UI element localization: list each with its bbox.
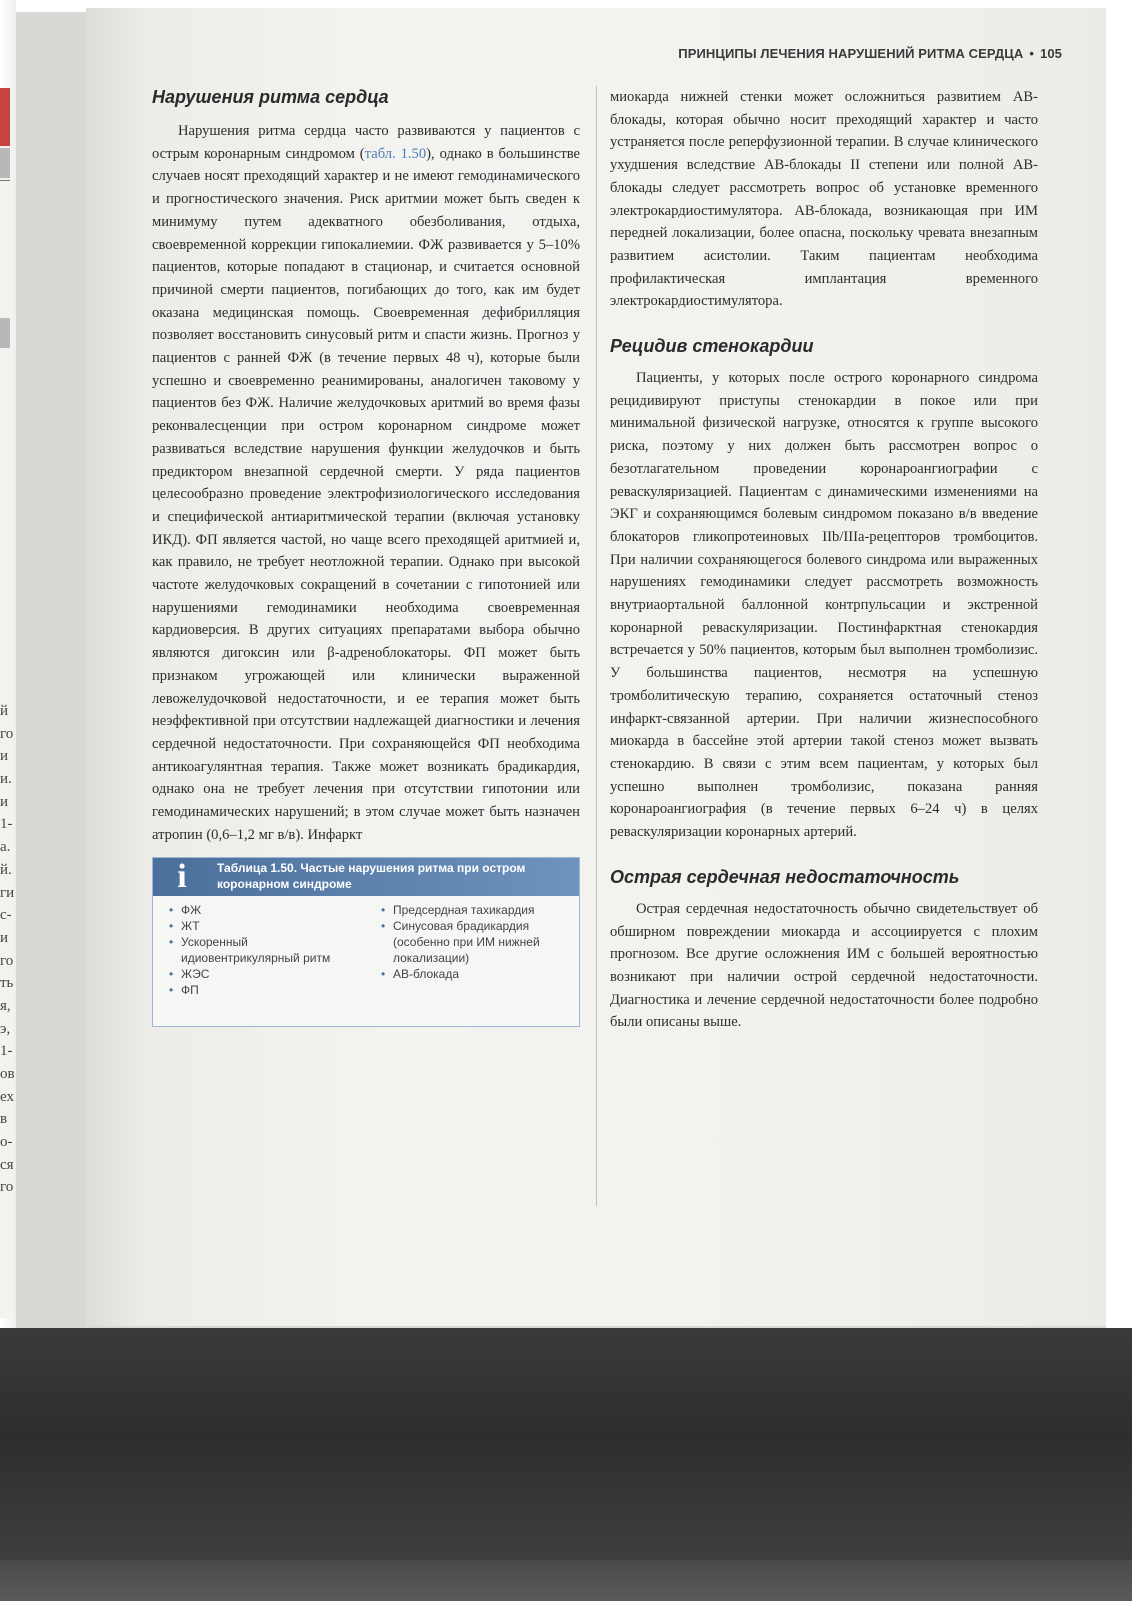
prev-fragment: ть [0,975,14,992]
info-icon: i [177,857,187,895]
column-divider [596,86,597,1206]
prev-fragment: ех [0,1088,14,1105]
table-header [153,858,579,896]
prev-fragment: ги [0,884,15,901]
table-list-left [167,902,367,998]
running-head [678,46,1062,61]
section-title-heart-failure: Острая сердечная недостаточность [610,866,960,887]
list-item: • Синусовая брадикардия (особенно при ИМ нижней локализации) [379,918,575,966]
list-item: • ФП [167,982,367,998]
prev-fragment: э, [0,1020,11,1037]
prev-fragment: я, [0,997,11,1014]
list-item: • ЖТ [167,918,367,934]
right-column [610,86,1038,1034]
prev-fragment: 1- [0,1043,13,1060]
section-title-arrhythmia: Нарушения ритма сердца [152,87,389,107]
running-head-separator: • [1029,46,1034,61]
scan-background-stripe [0,1560,1132,1601]
spacer [610,313,1038,331]
arrhythmia-paragraph [152,120,580,847]
previous-page-red-block [0,88,10,146]
table-list-right [379,902,575,982]
prev-fragment: в [0,1111,8,1128]
prev-fragment: го [0,952,14,969]
prev-fragment: и [0,748,9,765]
left-column [152,82,580,1027]
prev-fragment: с- [0,907,12,924]
prev-fragment: и [0,793,9,810]
heart-failure-paragraph: Острая сердечная недостаточность обычно свидетельствует об обширном повреждении миокарда и ассоциируется с плохим прогнозом. Все другие осложнения ИМ с большей вероятностью возникают при наличии острой сердечной недостаточности. Диагностика и лечение сердечной недостаточности более подробно были описаны выше. [610,900,1038,1031]
prev-fragment: го [0,1179,14,1196]
prev-fragment: 1- [0,816,13,833]
section-title-angina: Рецидив стенокардии [610,336,814,357]
list-item: • АВ-блокада [379,966,575,982]
prev-fragment: й [0,703,9,719]
para-start: Нарушения ритма сердца часто развиваются у пациентов с острым коронарным синдромом ( [152,123,580,162]
spacer [610,844,1038,862]
prev-fragment: й. [0,861,12,878]
para-rest: ), однако в большинстве случаев носят преходящий характер и не имеют гемодинамического и прогностического значения. Риск аритмии может быть сведен к минимуму путем адекватного обезболивания, отдыха, своевременной коррекции гипокалиемии. ФЖ развивается у 5–10% пациентов, которые попадают в стационар, и считается основной причиной смерти пациентов, погибающих до того, как им будет оказана медицинская помощь. Своевременная дефибрилляция позволяет восстановить синусовый ритм и спасти жизнь. Прогноз у пациентов с ранней ФЖ (в течение первых 48 ч), которые были успешно и своевременно реанимированы, аналогичен таковому у пациентов без ФЖ. Наличие желудочковых аритмий во время фазы реконвалесценции при остром коронарном синдроме может развиваться вследствие нарушения функции желудочков и быть предиктором внезапной сердечной смерти. У ряда пациентов целесообразно проведение электрофизиологического исследования и специфической антиаритмической терапии (включая установку ИКД). ФП является частой, но чаще всего преходящей аритмией и, как правило, не требует неотложной терапии. Однако при высокой частоте желудочковых сокращений в сочетании с гипотонией или нарушениями гемодинамики необходима своевременная кардиоверсия. В других ситуациях препаратами выбора обычно являются дигоксин или β-адреноблокаторы. ФП может быть признаком угрожающей или клинически выраженной левожелудочковой недостаточности, и ее терапия может быть неэффективной при отсутствии надлежащей диагностики и лечения сердечной недостаточности. При сохраняющейся ФП необходима антикоагулянтная терапия. Также может возникать брадикардия, однако она не требует лечения при отсутствии гипотонии или гемодинамических нарушений; в этом случае может быть назначен атропин (0,6–1,2 мг в/в). Инфаркт [152,145,580,843]
prev-fragment: ов [0,1066,15,1082]
prev-fragment: и. [0,771,12,788]
list-item: • Предсердная тахикардия [379,902,575,918]
list-item: • ФЖ [167,902,367,918]
scan-right-edge [1106,0,1132,1330]
prev-fragment: го [0,725,14,742]
page-number: 105 [1040,46,1062,61]
table-title: Таблица 1.50. Частые нарушения ритма при остром коронарном синдроме [217,860,526,891]
table-reference-link[interactable]: табл. 1.50 [364,145,427,162]
running-head-title: ПРИНЦИПЫ ЛЕЧЕНИЯ НАРУШЕНИЙ РИТМА СЕРДЦА [678,46,1024,61]
list-item: • ЖЭС [167,966,367,982]
table-1-50 [152,857,580,1027]
prev-fragment: и [0,929,9,946]
prev-fragment: ся [0,1156,14,1173]
previous-page-text-fragments [0,700,16,1199]
previous-page-rule [0,180,10,181]
previous-page-gray-block-2 [0,318,10,348]
list-item: • Ускоренный идиовентрикулярный ритм [167,934,367,966]
previous-page-gray-block [0,148,10,178]
prev-fragment: о- [0,1134,13,1151]
angina-paragraph: Пациенты, у которых после острого коронарного синдрома рецидивируют приступы стенокардии в покое или при минимальной физической нагрузке, относятся к группе высокого риска, поэтому у них должен быть рассмотрен вопрос о безотлагательном проведении коронароангиографии с реваскуляризацией. Пациентам с динамическими изменениями на ЭКГ и сохраняющимся болевым синдромом показано в/в введение блокаторов гликопротеиновых IIb/IIIa-рецепторов тромбоцитов. При наличии сохраняющегося болевого синдрома или выраженных нарушениях гемодинамики следует рассмотреть возможность внутриаортальной баллонной контрпульсации и экстренной коронарной реваскуляризации. Постинфарктная стенокардия встречается у 50% пациентов, которым был выполнен тромболизис. У большинства пациентов, несмотря на успешную тромболитическую терапию, сохраняется остаточный стеноз инфаркт-связанной артерии. При наличии жизнеспособного миокарда в бассейне этой артерии такой стеноз может вызвать стенокардию. В связи с этим всем пациентам, у которых был успешно выполнен тромболизис, показана ранняя коронароангиография (в течение первых 6–24 ч) в целях реваскуляризации коронарных артерий. [610,370,1038,841]
continuation-paragraph: миокарда нижней стенки может осложниться развитием АВ-блокады, которая обычно носит преходящий характер и часто устраняется после реперфузионной терапии. В случае клинического ухудшения вследствие АВ-блокады II степени или полной АВ-блокады следует рассмотреть вопрос об установке временного электрокардиостимулятора. АВ-блокада, возникающая при ИМ передней локализации, более опасна, поскольку чревата внезапным развитием асистолии. Таким пациентам необходима профилактическая имплантация временного электрокардиостимулятора. [610,89,1038,310]
prev-fragment: а. [0,839,11,856]
